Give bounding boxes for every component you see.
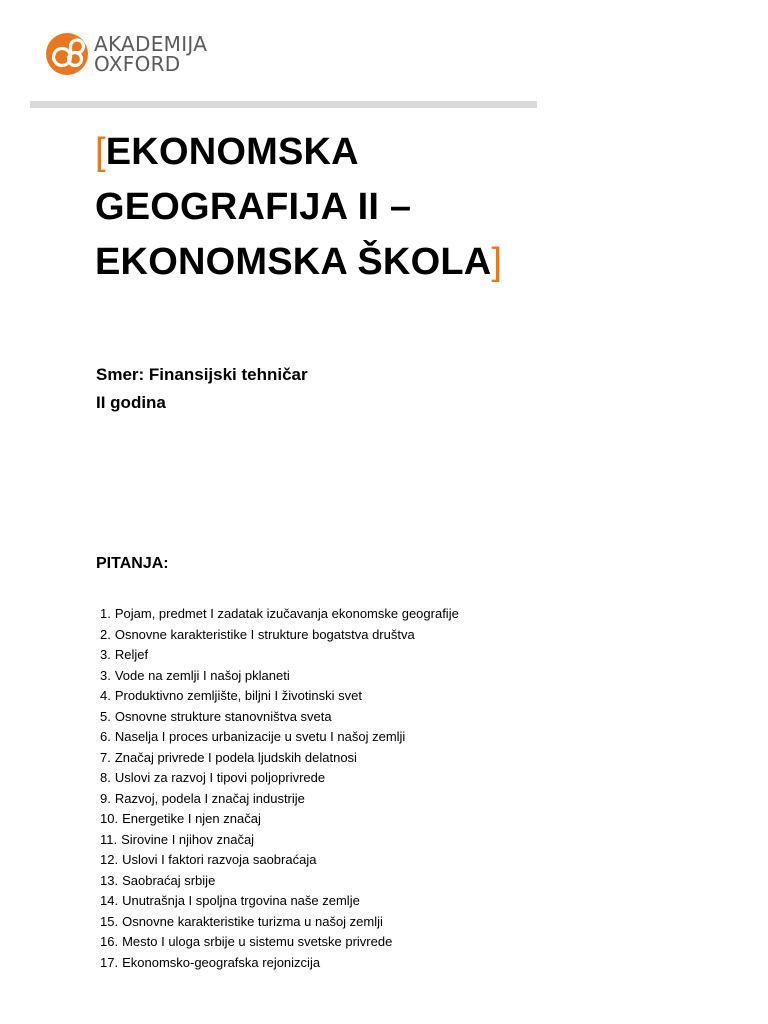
question-text: Reljef bbox=[114, 647, 149, 662]
question-item bbox=[100, 789, 459, 810]
question-text: Pojam, predmet I zadatak izučavanja ekonomske geografije bbox=[114, 606, 459, 621]
questions-list bbox=[100, 604, 459, 973]
question-item bbox=[100, 953, 459, 974]
question-number: 17. bbox=[100, 954, 119, 970]
question-text: Naselja I proces urbanizacije u svetu I našoj zemlji bbox=[114, 729, 406, 744]
question-text: Osnovne karakteristike I strukture bogatstva društva bbox=[114, 626, 415, 642]
question-text: Osnovne strukture stanovništva sveta bbox=[114, 708, 332, 724]
question-text: Mesto I uloga srbije u sistemu svetske privrede bbox=[122, 934, 393, 949]
question-text: Energetike I njen značaj bbox=[122, 811, 261, 826]
question-number: 3. bbox=[100, 647, 111, 662]
question-number: 2. bbox=[100, 626, 111, 642]
logo-line-2: OXFORD bbox=[94, 52, 181, 76]
question-number: 15. bbox=[100, 913, 119, 929]
title-bracket-close: ] bbox=[491, 241, 503, 283]
question-text: Saobraćaj srbije bbox=[122, 872, 216, 888]
question-item bbox=[100, 707, 459, 728]
question-text: Uslovi za razvoj I tipovi poljoprivrede bbox=[114, 770, 326, 785]
question-item bbox=[100, 625, 459, 646]
question-number: 8. bbox=[100, 770, 111, 785]
question-number: 16. bbox=[100, 934, 119, 949]
question-number: 9. bbox=[100, 790, 111, 806]
course-year: II godina bbox=[96, 393, 166, 412]
question-text: Razvoj, podela I značaj industrije bbox=[114, 790, 305, 806]
question-item bbox=[100, 768, 459, 789]
course-direction: Smer: Finansijski tehničar bbox=[96, 365, 308, 384]
question-number: 4. bbox=[100, 688, 111, 703]
question-number: 10. bbox=[100, 811, 119, 826]
question-item bbox=[100, 891, 459, 912]
question-number: 5. bbox=[100, 708, 111, 724]
document-title bbox=[95, 125, 655, 290]
question-item bbox=[100, 830, 459, 851]
logo-line-1: AKADEMIJA bbox=[94, 32, 208, 56]
question-number: 11. bbox=[100, 831, 118, 847]
question-text: Unutrašnja I spoljna trgovina naše zemlje bbox=[122, 893, 360, 908]
questions-heading: PITANJA: bbox=[96, 555, 169, 572]
question-text: Uslovi I faktori razvoja saobraćaja bbox=[122, 852, 317, 867]
logo-text bbox=[94, 34, 207, 74]
title-line-2: GEOGRAFIJA II – bbox=[95, 186, 412, 228]
question-item bbox=[100, 850, 459, 871]
question-item bbox=[100, 912, 459, 933]
header-divider bbox=[30, 101, 537, 108]
question-number: 3. bbox=[100, 667, 111, 683]
course-meta bbox=[96, 361, 308, 417]
question-number: 7. bbox=[100, 749, 111, 765]
question-text: Vode na zemlji I našoj pklaneti bbox=[114, 667, 290, 683]
question-text: Ekonomsko-geografska rejonizcija bbox=[122, 954, 321, 970]
akademija-oxford-logo-icon bbox=[45, 32, 89, 76]
question-number: 13. bbox=[100, 872, 119, 888]
title-line-1-text: EKONOMSKA bbox=[105, 131, 359, 173]
question-item bbox=[100, 748, 459, 769]
question-number: 1. bbox=[100, 606, 111, 621]
question-item bbox=[100, 932, 459, 953]
question-item bbox=[100, 666, 459, 687]
question-item bbox=[100, 809, 459, 830]
question-item bbox=[100, 686, 459, 707]
question-text: Osnovne karakteristike turizma u našoj zemlji bbox=[122, 913, 383, 929]
title-line-3-text: EKONOMSKA ŠKOLA bbox=[95, 241, 492, 283]
title-line-3 bbox=[95, 235, 655, 290]
question-number: 14. bbox=[100, 893, 119, 908]
title-line-1 bbox=[95, 125, 655, 180]
question-item bbox=[100, 871, 459, 892]
question-item bbox=[100, 604, 459, 625]
logo bbox=[45, 32, 207, 76]
title-bracket-open: [ bbox=[95, 131, 106, 173]
question-number: 6. bbox=[100, 729, 111, 744]
question-text: Sirovine I njihov značaj bbox=[121, 831, 255, 847]
question-text: Značaj privrede I podela ljudskih delatnosi bbox=[114, 749, 357, 765]
question-text: Produktivno zemljište, biljni I životinski svet bbox=[114, 688, 362, 703]
question-item bbox=[100, 727, 459, 748]
question-number: 12. bbox=[100, 852, 119, 867]
question-item bbox=[100, 645, 459, 666]
